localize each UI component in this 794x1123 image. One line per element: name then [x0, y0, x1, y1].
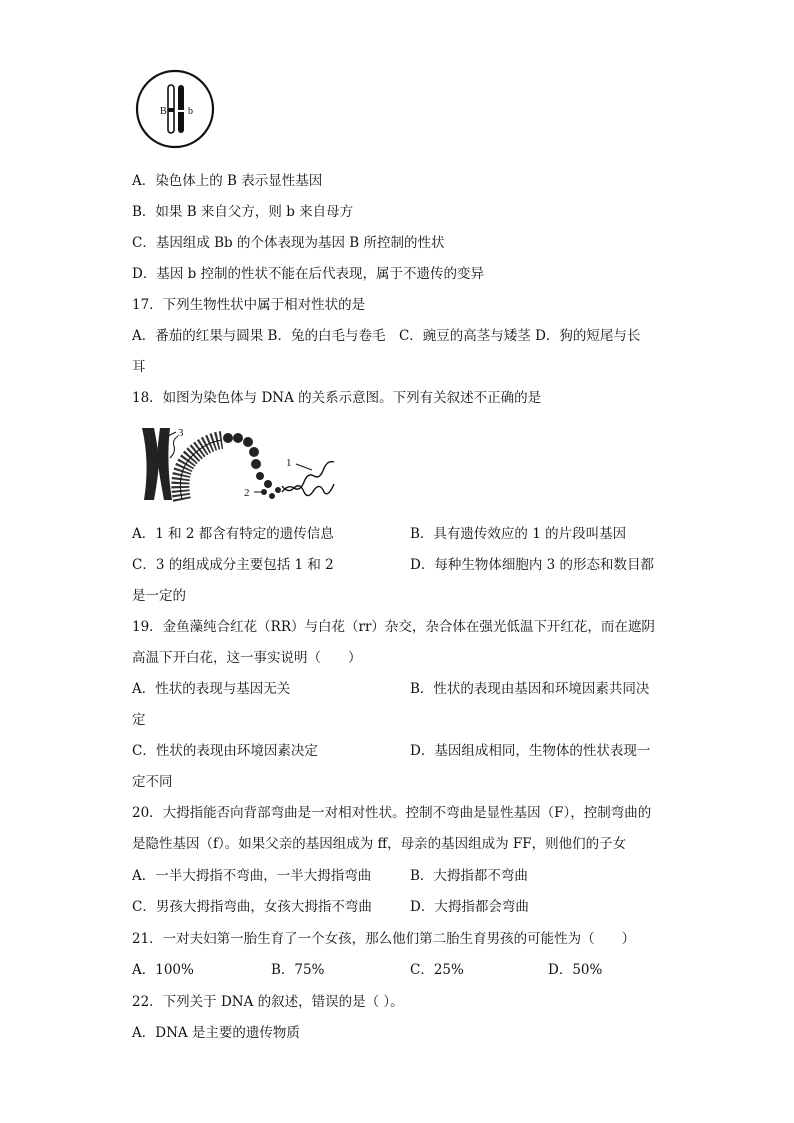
q18-option-b: B．具有遗传效应的 1 的片段叫基因 [410, 526, 627, 542]
q19-option-b: B．性状的表现由基因和环境因素共同决 [410, 681, 650, 697]
q20-stem: 20．大拇指能否向背部弯曲是一对相对性状。控制不弯曲是显性基因（F），控制弯曲的 [132, 805, 652, 821]
q21-option-c: C．25% [410, 962, 464, 978]
q17-options-cont: 耳 [132, 359, 146, 375]
q20-option-a: A．一半大拇指不弯曲，一半大拇指弯曲 [132, 868, 372, 884]
q21-stem: 21．一对夫妇第一胎生育了一个女孩，那么他们第二胎生育男孩的可能性为（ ） [132, 931, 636, 947]
label-2: 2 [244, 487, 250, 499]
q17-options: A．番茄的红果与圆果 B．兔的白毛与卷毛 C．豌豆的高茎与矮茎 D．狗的短尾与长 [132, 328, 641, 344]
q18-option-a: A．1 和 2 都含有特定的遗传信息 [132, 526, 334, 542]
q21-option-d: D．50% [548, 962, 603, 978]
q19-option-d-cont: 定不同 [132, 774, 173, 790]
q20-option-d: D．大拇指都会弯曲 [410, 899, 529, 915]
label-3: 3 [178, 427, 184, 439]
q17-stem: 17．下列生物性状中属于相对性状的是 [132, 297, 366, 313]
q18-option-d-cont: 是一定的 [132, 588, 186, 604]
chromosome-dna-figure [136, 422, 340, 506]
q16-option-c: C．基因组成 Bb 的个体表现为基因 B 所控制的性状 [132, 235, 445, 251]
q21-option-b: B．75% [271, 962, 325, 978]
q16-option-d: D．基因 b 控制的性状不能在后代表现，属于不遗传的变异 [132, 266, 485, 282]
q19-stem-cont: 高温下开白花，这一事实说明（ ） [132, 650, 362, 666]
label-1: 1 [286, 457, 292, 469]
q18-stem: 18．如图为染色体与 DNA 的关系示意图。下列有关叙述不正确的是 [132, 390, 542, 406]
q19-option-d: D．基因组成相同，生物体的性状表现一 [410, 743, 651, 759]
q19-option-a: A．性状的表现与基因无关 [132, 681, 291, 697]
chromosome-pair-figure [134, 68, 216, 150]
q18-option-c: C．3 的组成成分主要包括 1 和 2 [132, 557, 334, 573]
label-B: B [160, 106, 167, 117]
q19-option-c: C．性状的表现由环境因素决定 [132, 743, 318, 759]
label-b: b [188, 106, 193, 117]
q20-option-b: B．大拇指都不弯曲 [410, 868, 528, 884]
q19-stem: 19．金鱼藻纯合红花（RR）与白花（rr）杂交，杂合体在强光低温下开红花，而在遮阴 [132, 619, 655, 635]
q20-stem-cont: 是隐性基因（f）。如果父亲的基因组成为 ff，母亲的基因组成为 FF，则他们的子女 [132, 836, 627, 852]
q16-option-b: B．如果 B 来自父方，则 b 来自母方 [132, 204, 354, 220]
q22-option-a: A．DNA 是主要的遗传物质 [132, 1025, 300, 1041]
q19-option-b-cont: 定 [132, 712, 146, 728]
q22-stem: 22．下列关于 DNA 的叙述，错误的是（ ）。 [132, 994, 404, 1010]
q21-option-a: A．100% [132, 962, 194, 978]
q16-option-a: A．染色体上的 B 表示显性基因 [132, 173, 323, 189]
q18-option-d: D．每种生物体细胞内 3 的形态和数目都 [410, 557, 654, 573]
q20-option-c: C．男孩大拇指弯曲，女孩大拇指不弯曲 [132, 899, 372, 915]
